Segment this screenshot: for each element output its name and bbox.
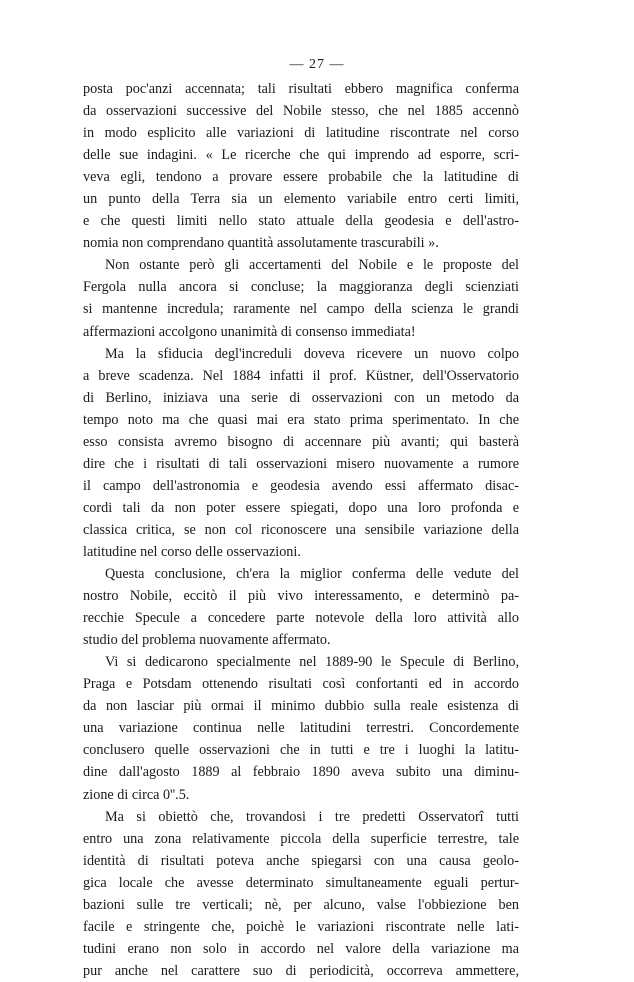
text-line: entro una zona relativamente piccola della superficie terrestre, tale — [83, 830, 519, 847]
text-line: Ma si obiettò che, trovandosi i tre predetti Osservatorî tutti — [105, 808, 519, 825]
text-line: Non ostante però gli accertamenti del Nobile e le proposte del — [105, 257, 519, 274]
text-line: tempo noto ma che quasi mai era stato prima sperimentato. In che — [83, 411, 519, 428]
text-line: di Berlino, iniziava una serie di osservazioni con un metodo da — [83, 389, 519, 406]
text-line: tudini erano non solo in accordo nel valore della variazione ma — [83, 940, 519, 957]
text-line: nostro Nobile, eccitò il più vivo interessamento, e determinò pa- — [83, 588, 519, 605]
text-line: delle sue indagini. « Le ricerche che qui imprendo ad esporre, scri- — [83, 147, 519, 164]
text-line: esso consista avremo bisogno di accennare più avanti; qui basterà — [83, 433, 519, 450]
text-line: identità di risultati poteva anche spiegarsi con una causa geolo- — [83, 852, 519, 869]
text-line: nomia non comprendano quantità assolutamente trascurabili ». — [83, 235, 439, 252]
text-line: latitudine nel corso delle osservazioni. — [83, 543, 301, 560]
text-line: a breve scadenza. Nel 1884 infatti il prof. Küstner, dell'Osservatorio — [83, 367, 519, 384]
text-line: una variazione continua nelle latitudini terrestri. Concordemente — [83, 720, 519, 737]
text-line: dire che i risultati di tali osservazioni misero nuovamente a rumore — [83, 455, 519, 472]
text-line: Vi si dedicarono specialmente nel 1889-90 le Specule di Berlino, — [105, 654, 519, 671]
text-line: facile e stringente che, poichè le variazioni riscontrate nelle lati- — [83, 918, 519, 935]
text-line: affermazioni accolgono unanimità di consenso immediata! — [83, 323, 416, 340]
text-line: zione di circa 0''.5. — [83, 786, 190, 803]
text-line: Questa conclusione, ch'era la miglior conferma delle vedute del — [105, 566, 519, 583]
text-line: veva egli, tendono a provare essere probabile che la latitudine di — [83, 169, 519, 186]
text-line: e che questi limiti nello stato attuale della geodesia e dell'astro- — [83, 213, 519, 230]
text-line: il campo dell'astronomia e geodesia avendo essi affermato disac- — [83, 477, 519, 494]
text-line: pur anche nel carattere suo di periodicità, occorreva ammettere, — [83, 962, 519, 979]
text-line: Fergola nulla ancora si concluse; la maggioranza degli scienziati — [83, 279, 519, 296]
body-text — [83, 78, 519, 982]
text-line: classica critica, se non col riconoscere una sensibile variazione della — [83, 521, 519, 538]
text-line: Praga e Potsdam ottenendo risultati così confortanti ed in accordo — [83, 676, 519, 693]
text-line: in modo esplicito alle variazioni di latitudine riscontrate nel corso — [83, 125, 519, 142]
text-line: conclusero quelle osservazioni che in tutti e tre i luoghi la latitu- — [83, 742, 519, 759]
text-line: bazioni sulle tre verticali; nè, per alcuno, valse l'obbiezione ben — [83, 896, 519, 913]
text-line: da osservazioni successive del Nobile stesso, che nel 1885 accennò — [83, 103, 519, 120]
text-line: dine dall'agosto 1889 al febbraio 1890 aveva subito una diminu- — [83, 764, 519, 781]
text-line: si mantenne incredula; raramente nel campo della scienza le grandi — [83, 301, 519, 318]
text-line: cordi tali da non poter essere spiegati, dopo una loro profonda e — [83, 499, 519, 516]
text-line: studio del problema nuovamente affermato. — [83, 632, 331, 649]
text-line: posta poc'anzi accennata; tali risultati ebbero magnifica conferma — [83, 81, 519, 97]
text-line: Ma la sfiducia degl'increduli doveva ricevere un nuovo colpo — [105, 345, 519, 362]
text-line: da non lasciar più ormai il minimo dubbio sulla reale esistenza di — [83, 698, 519, 715]
text-line: un punto della Terra sia un elemento variabile entro certi limiti, — [83, 191, 519, 208]
page-number: — 27 — — [289, 57, 345, 72]
text-line: recchie Specule a concedere parte notevole della loro attività allo — [83, 610, 519, 627]
text-line: gica locale che avesse determinato simultaneamente eguali pertur- — [83, 874, 519, 891]
